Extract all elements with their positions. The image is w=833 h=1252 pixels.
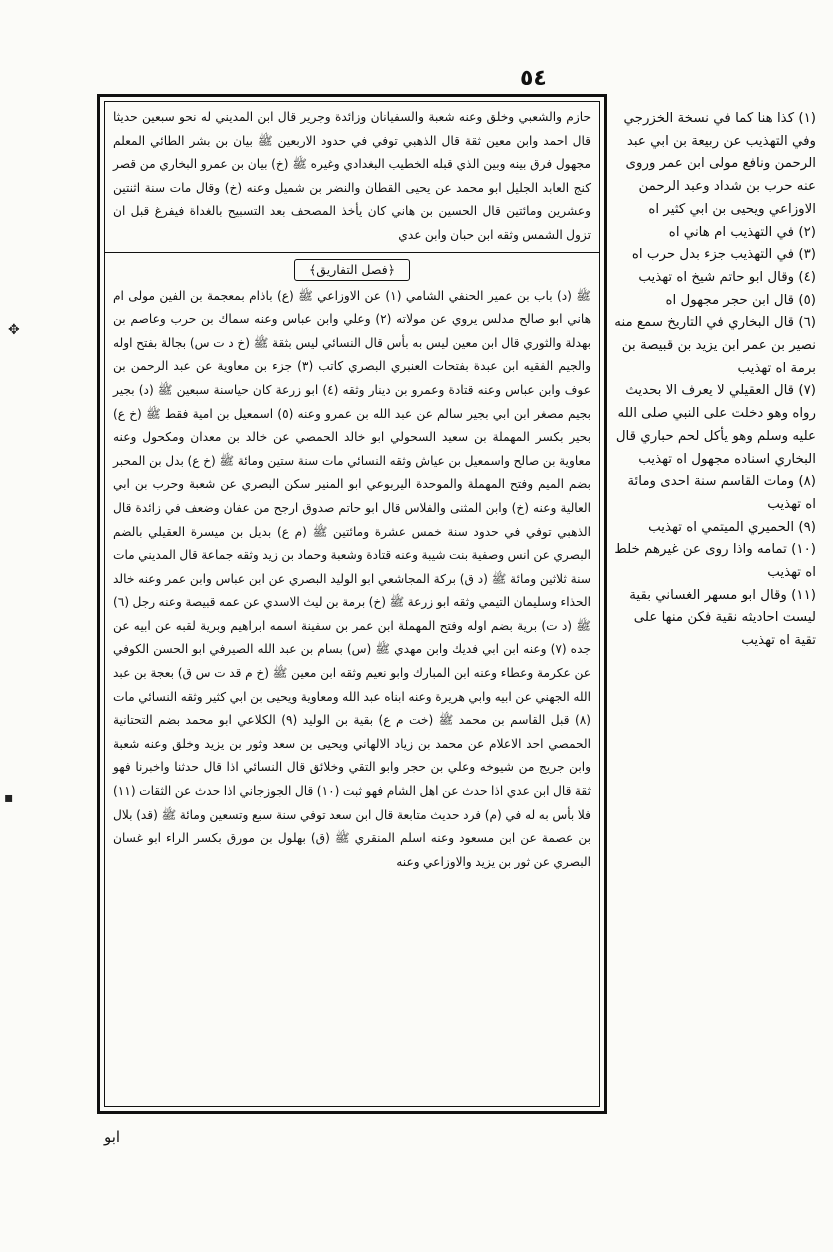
note-11: (١١) وقال ابو مسهر الغساني بقية ليست احاديثه نقية فكن منها على تقية اه تهذيب	[629, 587, 816, 649]
main-text-part-2: ﷺ (د) باب بن عمير الحنفي الشامي (١) عن الاوزاعي ﷺ (ع) باذام بمعجمة بن الفين مولى ام هاني ابو صالح مدلس يروي عن مولاته (٢) وعلي وابن عباس وعنه سماك بن حرب وعاصم بن بهدلة والثوري قال ابن معين ليس به بأس قال النسائي ليس بثقة ﷺ (خ د ت س) بجالة بفتح اوله والجيم الفقيه ابن عبدة بفتحات العنبري البصري كاتب (٣) جزء بن معاوية عن عبد الرحمن بن عوف وابن عباس وعنه قتادة وعمرو بن دينار وثقه (٤) ابو زرعة كان حياسنة سبعين ﷺ (د) بجير بجيم مصغر ابن ابي بجير سالم عن عبد الله بن عمرو وعنه (٥) اسمعيل بن امية فقط ﷺ (خ ع) بحير بكسر المهملة بن سعيد السحولي ابو خالد الحمصي عن خالد بن معدان ومكحول وعنه معاوية بن صالح واسمعيل بن عياش وثقه النسائي مات سنة ستين ومائة ﷺ (خ ع) بدل بن المحبر بضم الميم وفتح المهملة والموحدة اليربوعي ابو المنير سكن البصري عن شعبة وحرب بن ابي العالية وعنه (خ) وابن المثنى والفلاس قال ابو حاتم صدوق ارجح من عفان وضعف في زائدة قال الذهبي توفي في حدود سنة خمس عشرة ومائتين ﷺ (م ع) بديل بن ميسرة العقيلي بالضم البصري عن انس وصفية بنت شيبة وعنه قتادة وشعبة وحماد بن زيد وثقه جماعة قال المديني مات سنة ثلاثين ومائة ﷺ (د ق) بركة المجاشعي ابو الوليد البصري عن ابن عباس وابن عمر وعنه خالد الحذاء وسليمان التيمي وثقه ابو زرعة ﷺ (خ) برمة بن ليث الاسدي عن عمه قبيصة وعنه رجل (٦) ﷺ (د ت) برية بضم اوله وفتح المهملة ابن عمر بن سفينة اسمه ابراهيم وبرية لقبه عن ابيه عن جده (٧) وعنه ابن ابي فديك وابن مهدي ﷺ (س) بسام بن عبد الله الصيرفي ابو الحسن الكوفي عن عكرمة وعطاء وعنه ابن المبارك وابو نعيم وثقه ابن معين ﷺ (خ م قد ت س ق) بعجة بن عبد الله الجهني عن ابيه وابي هريرة وعنه ابناه عبد الله ومعاوية ويحيى بن ابي كثير وثقه النسائي مات (٨) قبل القاسم بن محمد ﷺ (خت م ع) بقية بن الوليد (٩) الكلاعي ابو محمد بضم التحتانية الحمصي احد الاعلام عن محمد بن زياد الالهاني ويحيى بن سعد وثور بن يزيد وخلق وعنه شعبة وابن جريج من شيوخه وعلي بن حجر وابو التقي وخلائق قال النسائي اذا قال حدثنا واخبرنا فهو ثقة قال ابن عدي اذا حدث عن اهل الشام فهو ثبت (١٠) قال الجوزجاني اذا حدث عن الثقات (١١) فلا بأس به له في (م) فرد حديث متابعة قال ابن سعد توفي سنة سبع وتسعين ومائة ﷺ (قد) بلال بن عصمة عن ابن مسعود وعنه اسلم المنقري ﷺ (ق) بهلول بن مورق بكسر الراء ابو غسان البصري عن ثور بن يزيد والاوزاعي وعنه	[113, 288, 592, 869]
main-text-body	[104, 101, 600, 1107]
note-6: (٦) قال البخاري في التاريخ سمع منه نصير بن عمر ابن يزيد بن قبيصة بن برمة اه تهذيب	[614, 315, 816, 376]
main-text-frame	[97, 94, 607, 1114]
note-7: (٧) قال العقيلي لا يعرف الا بحديث رواه وهو دخلت على النبي صلى الله عليه وسلم وهو يأكل لحم حباري قال البخاري اسناده مجهول اه تهذيب	[615, 383, 816, 467]
margin-tab-mark-icon: ▪	[4, 790, 14, 806]
note-10: (١٠) تمامه واذا روى عن غيرهم خلط اه تهذيب	[614, 542, 816, 581]
note-8: (٨) ومات القاسم سنة احدى ومائة اه تهذيب	[627, 474, 816, 512]
catchword: ابو	[104, 1128, 121, 1146]
margin-mark-icon: ✥	[8, 322, 20, 338]
note-4: (٤) وقال ابو حاتم شيخ اه تهذيب	[638, 269, 816, 285]
note-1: (١) كذا هنا كما في نسخة الخزرجي وفي التهذيب عن ربيعة بن ابي عبد الرحمن ونافع مولى ابن عمر وروى عنه حرب بن شداد وعبد الرحمن الاوزاعي ويحيى بن ابي كثير اه	[623, 111, 816, 217]
note-2: (٢) في التهذيب ام هاني اه	[668, 224, 816, 240]
section-title-box	[113, 257, 591, 283]
note-3: (٣) في التهذيب جزء بدل حرب اه	[631, 247, 816, 263]
note-5: (٥) قال ابن حجر مجهول اه	[665, 292, 816, 308]
page-number: ٥٤	[520, 66, 547, 91]
section-title: ﴿فصل التفاريق﴾	[294, 259, 410, 281]
main-text-part-1: حازم والشعبي وخلق وعنه شعبة والسفيانان وزائدة وجرير قال ابن المديني له نحو سبعين حديثا قال احمد وابن معين ثقة قال الذهبي توفي في حدود الاربعين ﷺ بيان بن بشر الطائي المعلم مجهول فرق بينه وبين الذي قبله الخطيب البغدادي وغيره ﷺ (خ) بيان بن عمرو البخاري من قصر كنج العابد الجليل ابو محمد عن يحيى القطان والنضر بن شميل وعنه (خ) وقال مات سنة اثنتين وعشرين ومائتين قال الحسين بن هاني كان يأخذ المصحف بعد التسبيح بالغداة فيفرغ قبل ان تزول الشمس وثقه ابن حبان وابن عدي	[113, 110, 591, 242]
margin-notes	[614, 108, 816, 1108]
section-divider	[105, 252, 599, 253]
note-9: (٩) الحميري الميتمي اه تهذيب	[648, 519, 816, 535]
